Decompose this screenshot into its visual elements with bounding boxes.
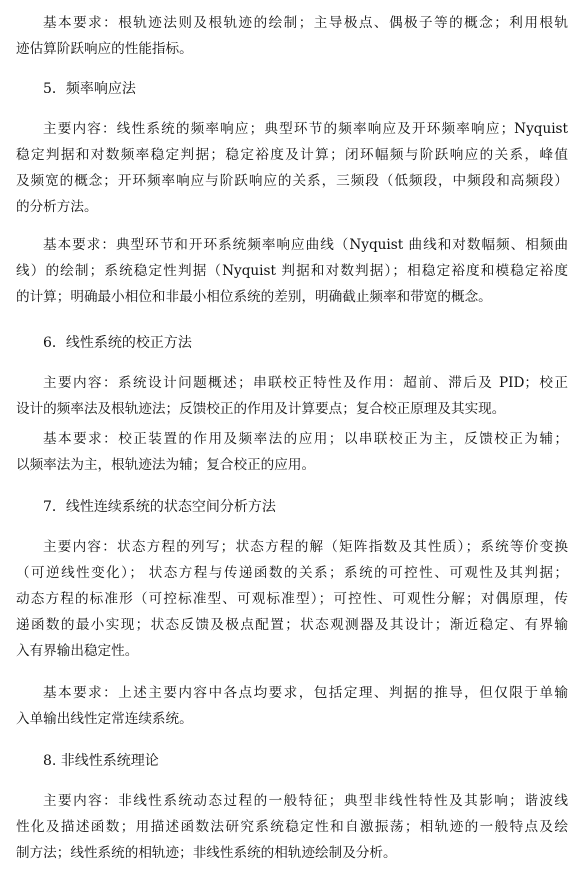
- section-heading: 8. 非线性系统理论: [43, 753, 159, 769]
- section-7-heading: [16, 494, 568, 520]
- text-line: 主要内容：状态方程的列写；状态方程的解（矩阵指数及其性质）；系统等价变换: [43, 539, 568, 555]
- text-line: 主要内容：线性系统的频率响应；典型环节的频率响应及开环频率响应；Nyquist: [43, 121, 568, 137]
- text-line: 入有界输出稳定性。: [16, 643, 139, 659]
- text-line: 制方法；线性系统的相轨迹；非线性系统的相轨迹绘制及分析。: [16, 845, 397, 861]
- section-6-main-content: [16, 370, 568, 422]
- section-5-heading: [16, 76, 568, 102]
- text-line: 稳定判据和对数频率稳定判据；稳定裕度及计算；闭环幅频与阶跃响应的关系，峰值: [16, 147, 568, 163]
- text-line: 迹估算阶跃响应的性能指标。: [16, 41, 193, 57]
- text-line: 以频率法为主，根轨迹法为辅；复合校正的应用。: [16, 457, 316, 473]
- text-line: 基本要求：典型环节和开环系统频率响应曲线（Nyquist 曲线和对数幅频、相频曲: [43, 237, 568, 253]
- text-line: 主要内容：系统设计问题概述；串联校正特性及作用：超前、滞后及 PID；校正: [43, 375, 568, 391]
- section-7-main-content: [16, 534, 568, 664]
- section-6-requirements: [16, 426, 568, 478]
- section-5-main-content: [16, 116, 568, 220]
- text-line: 动态方程的标准形（可控标准型、可观标准型）；可控性、可观性分解；对偶原理，传: [16, 591, 568, 607]
- section-8-main-content: [16, 788, 568, 866]
- text-line: 线）的绘制；系统稳定性判据（Nyquist 判据和对数判据）；相稳定裕度和模稳定裕度: [16, 263, 568, 279]
- text-line: 基本要求：校正装置的作用及频率法的应用；以串联校正为主，反馈校正为辅；: [43, 431, 568, 447]
- text-line: 主要内容：非线性系统动态过程的一般特征；典型非线性特性及其影响；谐波线: [43, 793, 568, 809]
- text-line: （可逆线性变化）； 状态方程与传递函数的关系；系统的可控性、可观性及其判据；: [16, 565, 568, 581]
- text-line: 的分析方法。: [16, 199, 98, 215]
- section-7-requirements: [16, 680, 568, 732]
- text-line: 的计算；明确最小相位和非最小相位系统的差别，明确截止频率和带宽的概念。: [16, 289, 492, 305]
- text-line: 递函数的最小实现；状态反馈及极点配置；状态观测器及其设计；渐近稳定、有界输: [16, 617, 568, 633]
- text-line: 及频宽的概念；开环频率响应与阶跃响应的关系，三频段（低频段，中频段和高频段）: [16, 173, 568, 189]
- section-8-heading: [16, 748, 568, 774]
- section-heading: 5．频率响应法: [43, 81, 136, 97]
- text-line: 性化及描述函数；用描述函数法研究系统稳定性和自激振荡；相轨迹的一般特点及绘: [16, 819, 568, 835]
- text-line: 基本要求：根轨迹法则及根轨迹的绘制；主导极点、偶极子等的概念；利用根轨: [43, 15, 568, 31]
- section-heading: 7．线性连续系统的状态空间分析方法: [43, 499, 276, 515]
- text-line: 入单输出线性定常连续系统。: [16, 711, 193, 727]
- text-line: 设计的频率法及根轨迹法；反馈校正的作用及计算要点；复合校正原理及其实现。: [16, 401, 506, 417]
- section-5-requirements: [16, 232, 568, 310]
- section-heading: 6．线性系统的校正方法: [43, 335, 192, 351]
- text-line: 基本要求：上述主要内容中各点均要求，包括定理、判据的推导，但仅限于单输: [43, 685, 568, 701]
- section-6-heading: [16, 330, 568, 356]
- intro-requirements-paragraph: [16, 10, 568, 62]
